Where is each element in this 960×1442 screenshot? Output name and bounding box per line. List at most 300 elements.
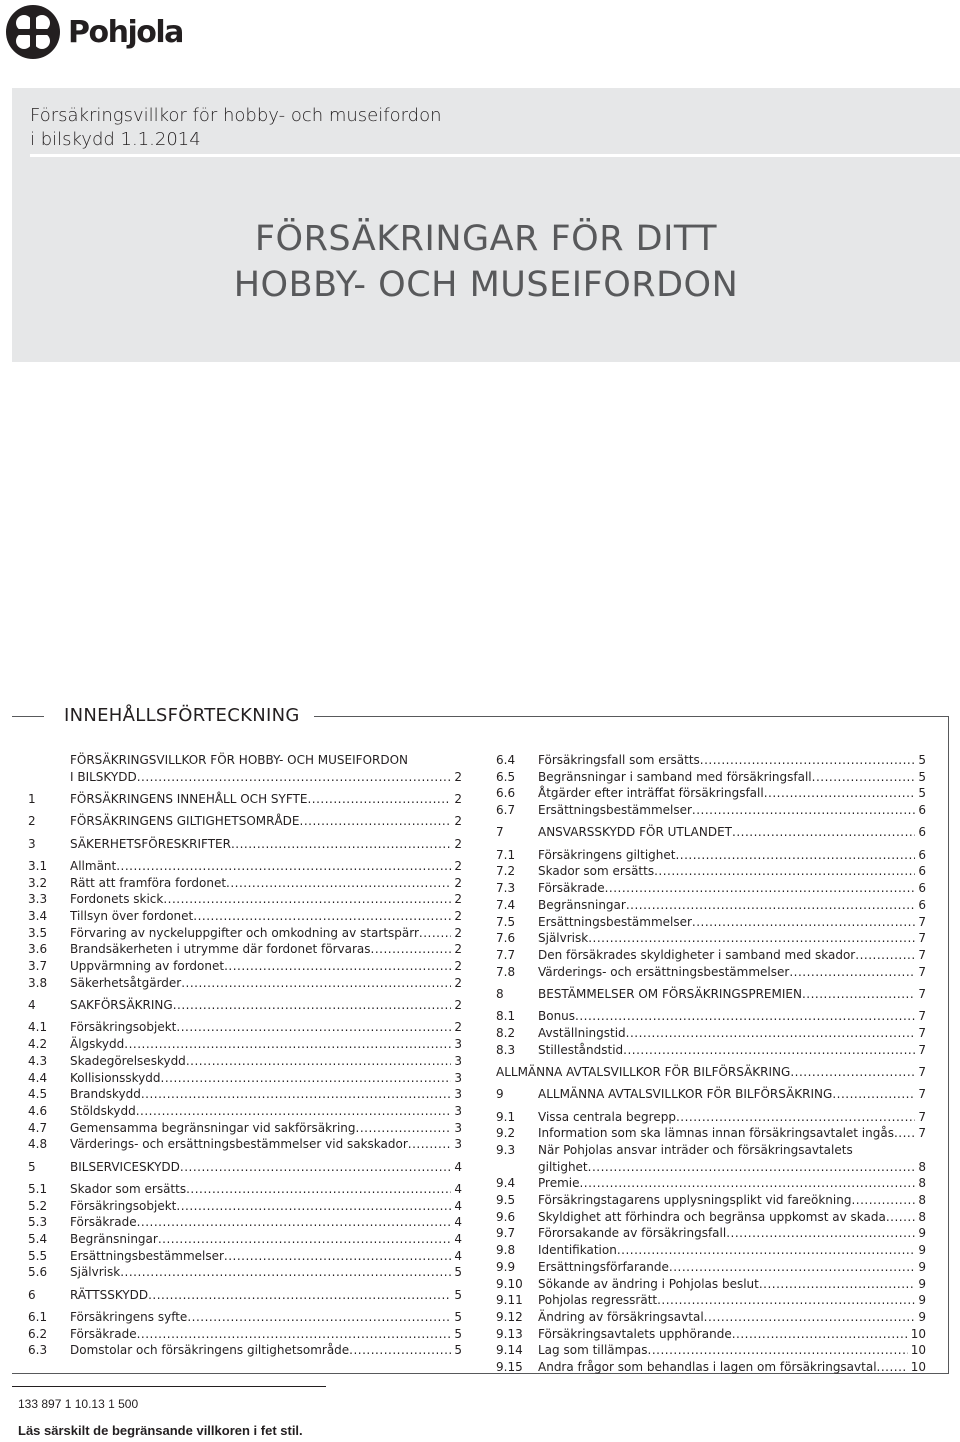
toc-leader-dots bbox=[675, 847, 915, 864]
toc-leader-dots bbox=[307, 791, 451, 808]
toc-entry-text bbox=[70, 1287, 451, 1304]
toc-entry-title: Försäkrade bbox=[70, 1215, 137, 1230]
toc-entry-text bbox=[538, 1025, 915, 1042]
toc-leader-dots bbox=[894, 1125, 915, 1142]
toc-entry-number: 7.2 bbox=[496, 864, 516, 879]
toc-entry-page: 7 bbox=[918, 1009, 926, 1024]
toc-entry-title: Domstolar och försäkringens giltighetsområde bbox=[70, 1343, 350, 1358]
toc-entry-number: 6.5 bbox=[496, 769, 516, 784]
toc-entry bbox=[496, 986, 926, 1003]
toc-entry bbox=[28, 813, 462, 830]
toc-entry-text bbox=[70, 1053, 451, 1070]
toc-entry bbox=[496, 914, 926, 931]
toc-entry-page: 3 bbox=[454, 1070, 462, 1085]
toc-entry-page: 5 bbox=[918, 769, 926, 784]
toc-entry-page: 2 bbox=[454, 925, 462, 940]
toc-leader-dots bbox=[648, 1342, 908, 1359]
toc-leader-dots bbox=[812, 769, 916, 786]
brand-name: Pohjola bbox=[68, 14, 183, 50]
toc-entry-text bbox=[538, 1342, 908, 1359]
toc-entry-number: 4 bbox=[28, 998, 36, 1013]
toc-entry-page: 2 bbox=[454, 814, 462, 829]
toc-entry-number: 5.5 bbox=[28, 1248, 48, 1263]
toc-leader-dots bbox=[371, 941, 452, 958]
toc-entry bbox=[28, 941, 462, 958]
toc-entry-title: Försäkringsobjekt bbox=[70, 1020, 177, 1035]
toc-leader-dots bbox=[764, 785, 916, 802]
toc-entry-title: giltighet bbox=[538, 1159, 588, 1174]
toc-entry-title: Skyldighet att förhindra och begränsa uppkomst av skada bbox=[538, 1209, 886, 1224]
toc-entry-text bbox=[70, 1181, 451, 1198]
toc-entry-number: 3.8 bbox=[28, 975, 48, 990]
toc-entry-page: 7 bbox=[918, 1109, 926, 1124]
toc-entry-page: 3 bbox=[454, 1037, 462, 1052]
toc-entry bbox=[496, 880, 926, 897]
toc-entry-text bbox=[70, 1309, 451, 1326]
toc-entry-page: 4 bbox=[454, 1181, 462, 1196]
toc-entry-text bbox=[538, 880, 915, 897]
toc-entry-number: 9.2 bbox=[496, 1126, 516, 1141]
toc-entry bbox=[28, 1181, 462, 1198]
toc-entry bbox=[28, 1287, 462, 1304]
toc-entry-title: Premie bbox=[538, 1176, 580, 1191]
toc-entry-number: 9.6 bbox=[496, 1209, 516, 1224]
toc-entry-page: 7 bbox=[918, 986, 926, 1001]
toc-entry-title: Pohjolas regressrätt bbox=[538, 1293, 658, 1308]
toc-entry-title: Vissa centrala begrepp bbox=[538, 1109, 676, 1124]
toc-entry-title: Begränsningar bbox=[538, 897, 626, 912]
toc-leader-dots bbox=[181, 975, 451, 992]
toc-leader-dots bbox=[617, 1242, 916, 1259]
toc-entry-title: Information som ska lämnas innan försäkringsavtalet ingås bbox=[538, 1126, 894, 1141]
toc-entry-text bbox=[538, 1192, 915, 1209]
toc-entry-text bbox=[70, 858, 451, 875]
toc-entry-text bbox=[70, 1264, 451, 1281]
toc-entry-title: Rätt att framföra fordonet bbox=[70, 875, 227, 890]
toc-leader-dots bbox=[759, 1276, 916, 1293]
title-line-2: HOBBY- OCH MUSEIFORDON bbox=[233, 265, 739, 305]
toc-entry-text bbox=[70, 1198, 451, 1215]
toc-entry-page: 4 bbox=[454, 1232, 462, 1247]
toc-entry-title: Fordonets skick bbox=[70, 892, 164, 907]
toc-leader-dots bbox=[356, 1120, 452, 1137]
toc-entry bbox=[28, 1019, 462, 1036]
toc-entry-text bbox=[538, 1142, 926, 1159]
document-subtitle bbox=[30, 104, 442, 152]
toc-entry-number: 3.4 bbox=[28, 909, 48, 923]
toc-entry-page: 2 bbox=[454, 892, 462, 907]
toc-entry-text bbox=[538, 769, 915, 786]
toc-leader-dots bbox=[626, 897, 916, 914]
toc-entry-text bbox=[538, 897, 915, 914]
toc-entry-text bbox=[70, 769, 451, 786]
toc-entry-text bbox=[538, 1326, 908, 1343]
toc-leader-dots bbox=[224, 958, 451, 975]
subtitle-line-1: Försäkringsvillkor för hobby- och museifordon bbox=[30, 105, 442, 126]
toc-entry-page: 2 bbox=[454, 875, 462, 890]
toc-entry-number: 9.7 bbox=[496, 1226, 516, 1241]
toc-entry-page: 6 bbox=[918, 825, 926, 840]
toc-entry bbox=[28, 1231, 462, 1248]
toc-entry-number: 7.6 bbox=[496, 931, 516, 946]
toc-entry-number: 7.1 bbox=[496, 847, 516, 862]
toc-entry-number: 5.3 bbox=[28, 1215, 48, 1230]
toc-entry-number: 9.4 bbox=[496, 1176, 516, 1191]
toc-entry-number: 9.5 bbox=[496, 1193, 516, 1208]
toc-entry bbox=[496, 1209, 926, 1226]
toc-entry-text bbox=[538, 914, 915, 931]
toc-entry bbox=[496, 847, 926, 864]
toc-entry bbox=[496, 785, 926, 802]
toc-entry-text bbox=[538, 847, 915, 864]
toc-leader-dots bbox=[231, 836, 451, 853]
toc-entry-page: 2 bbox=[454, 836, 462, 851]
toc-leader-dots bbox=[886, 1209, 916, 1226]
toc-leader-dots bbox=[176, 1198, 451, 1215]
toc-entry-title: ANSVARSSKYDD FÖR UTLANDET bbox=[538, 825, 733, 840]
toc-entry-number: 1 bbox=[28, 792, 36, 806]
toc-entry-text bbox=[70, 1326, 451, 1343]
toc-leader-dots bbox=[158, 1231, 452, 1248]
toc-entry-title: Självrisk bbox=[70, 1265, 121, 1280]
toc-entry-page: 2 bbox=[454, 959, 462, 974]
toc-leader-dots bbox=[349, 1342, 451, 1359]
toc-entry-title: BILSERVICESKYDD bbox=[70, 1159, 180, 1174]
toc-entry-title: Skador som ersätts bbox=[538, 864, 655, 879]
toc-leader-dots bbox=[575, 1008, 915, 1025]
toc-entry-title: Brandskydd bbox=[70, 1087, 141, 1102]
toc-leader-dots bbox=[704, 1309, 916, 1326]
toc-entry bbox=[496, 1242, 926, 1259]
toc-entry-text bbox=[70, 875, 451, 892]
toc-entry-number: 8 bbox=[496, 986, 504, 1001]
toc-entry-title: Försäkrade bbox=[538, 881, 605, 896]
toc-entry-page: 3 bbox=[454, 1120, 462, 1135]
toc-entry-number: 3.2 bbox=[28, 875, 48, 890]
toc-entry-number: 2 bbox=[28, 814, 36, 829]
toc-entry-text bbox=[70, 958, 451, 975]
toc-entry bbox=[28, 1342, 462, 1359]
toc-leader-dots bbox=[163, 891, 451, 908]
toc-entry-page: 5 bbox=[454, 1343, 462, 1358]
toc-entry-number: 7.8 bbox=[496, 964, 516, 979]
toc-entry-title: Försäkringens syfte bbox=[70, 1310, 188, 1325]
toc-entry-title: Försäkringsavtalets upphörande bbox=[538, 1326, 732, 1341]
toc-entry bbox=[496, 769, 926, 786]
toc-entry-text bbox=[70, 891, 451, 908]
toc-entry-number: 4.8 bbox=[28, 1137, 48, 1152]
toc-entry-title: Bonus bbox=[538, 1009, 576, 1024]
toc-entry-text bbox=[70, 836, 451, 853]
toc-leader-dots bbox=[176, 1019, 451, 1036]
toc-entry-page: 3 bbox=[454, 1137, 462, 1152]
toc-entry-page: 8 bbox=[918, 1159, 926, 1174]
toc-entry-title: Stöldskydd bbox=[70, 1103, 136, 1118]
title-line-1: FÖRSÄKRINGAR FÖR DITT bbox=[254, 219, 718, 259]
toc-entry-title: Andra frågor som behandlas i lagen om försäkringsavtal bbox=[538, 1360, 877, 1375]
toc-entry bbox=[496, 1008, 926, 1025]
toc-leader-dots bbox=[588, 930, 915, 947]
toc-entry-title: Sökande av ändring i Pohjolas beslut bbox=[538, 1276, 759, 1291]
toc-entry-title: SAKFÖRSÄKRING bbox=[70, 998, 173, 1013]
toc-entry-number: 3.3 bbox=[28, 892, 48, 907]
toc-entry-page: 7 bbox=[918, 1064, 926, 1079]
toc-entry bbox=[496, 1109, 926, 1126]
toc-entry-text bbox=[538, 986, 915, 1003]
toc-entry-text bbox=[538, 1008, 915, 1025]
toc-entry bbox=[28, 1309, 462, 1326]
toc-leader-dots bbox=[120, 1264, 451, 1281]
toc-leader-dots bbox=[588, 1159, 916, 1176]
toc-entry-page: 9 bbox=[918, 1276, 926, 1291]
toc-leader-dots bbox=[141, 1086, 452, 1103]
toc-entry-text bbox=[538, 1175, 915, 1192]
toc-entry-text bbox=[538, 1259, 915, 1276]
toc-entry-number: 4.4 bbox=[28, 1070, 48, 1085]
toc-entry-number: 4.3 bbox=[28, 1053, 48, 1068]
toc-entry-number: 6.7 bbox=[496, 803, 516, 818]
toc-entry-number: 9.8 bbox=[496, 1243, 516, 1258]
toc-entry-page: 2 bbox=[454, 792, 462, 806]
toc-leader-dots bbox=[186, 1181, 451, 1198]
toc-entry-page: 7 bbox=[918, 964, 926, 979]
toc-entry-page: 2 bbox=[454, 1020, 462, 1035]
toc-entry-page: 5 bbox=[454, 1326, 462, 1341]
toc-entry-title: Värderings- och ersättningsbestämmelser bbox=[538, 964, 790, 979]
toc-leader-dots bbox=[877, 1359, 908, 1376]
toc-entry-number: 9.11 bbox=[496, 1293, 523, 1308]
toc-leader-dots bbox=[657, 1292, 915, 1309]
toc-entry-page: 4 bbox=[454, 1198, 462, 1213]
toc-entry-text bbox=[70, 1036, 451, 1053]
toc-entry-text bbox=[538, 1309, 915, 1326]
toc-entry-page: 7 bbox=[918, 1087, 926, 1102]
toc-leader-dots bbox=[626, 1025, 916, 1042]
toc-entry-page: 7 bbox=[918, 931, 926, 946]
toc-entry bbox=[496, 897, 926, 914]
toc-entry-page: 4 bbox=[454, 1215, 462, 1230]
toc-leader-dots bbox=[187, 1309, 451, 1326]
toc-entry-title: Avställningstid bbox=[538, 1025, 626, 1040]
toc-entry-title: Den försäkrades skyldigheter i samband med skador bbox=[538, 947, 856, 962]
toc-entry-text bbox=[70, 925, 451, 942]
toc-entry-page: 7 bbox=[918, 1042, 926, 1057]
toc-leader-dots bbox=[186, 1053, 452, 1070]
toc-entry-number: 5.2 bbox=[28, 1198, 48, 1213]
toc-entry bbox=[28, 1070, 462, 1087]
toc-entry-title: FÖRSÄKRINGENS GILTIGHETSOMRÅDE bbox=[70, 814, 300, 829]
toc-entry-title: Åtgärder efter inträffat försäkringsfall bbox=[538, 786, 764, 801]
toc-entry bbox=[28, 1103, 462, 1120]
toc-entry-number: 9 bbox=[496, 1087, 504, 1102]
toc-entry-text bbox=[538, 824, 915, 841]
toc-entry-page: 2 bbox=[454, 909, 462, 923]
toc-entry-title: BESTÄMMELSER OM FÖRSÄKRINGSPREMIEN bbox=[538, 986, 802, 1001]
toc-entry bbox=[28, 1036, 462, 1053]
toc-entry bbox=[496, 863, 926, 880]
toc-entry bbox=[28, 958, 462, 975]
toc-entry-text bbox=[538, 964, 915, 981]
toc-entry-title: Försäkringsfall som ersätts bbox=[538, 753, 700, 767]
toc-entry-title: Värderings- och ersättningsbestämmelser vid sakskador bbox=[70, 1137, 408, 1152]
toc-left-column bbox=[28, 752, 462, 1359]
toc-entry-number: 7.5 bbox=[496, 914, 516, 929]
toc-entry-number: 9.14 bbox=[496, 1343, 523, 1358]
toc-entry-number: 7.3 bbox=[496, 881, 516, 896]
toc-entry bbox=[496, 1309, 926, 1326]
cover-banner bbox=[12, 88, 960, 362]
toc-entry-title: Försäkringstagarens upplysningsplikt vid fareökning bbox=[538, 1193, 852, 1208]
toc-entry-text bbox=[538, 1086, 915, 1103]
toc-entry bbox=[496, 1342, 926, 1359]
toc-entry-page: 9 bbox=[918, 1309, 926, 1324]
toc-entry-number: 5.1 bbox=[28, 1181, 48, 1196]
toc-entry bbox=[28, 1120, 462, 1137]
toc-entry-text bbox=[70, 1214, 451, 1231]
toc-entry-page: 6 bbox=[918, 864, 926, 879]
toc-entry-title: RÄTTSSKYDD bbox=[70, 1287, 149, 1302]
toc-entry-title: Identifikation bbox=[538, 1243, 617, 1258]
toc-entry-number: 9.15 bbox=[496, 1360, 523, 1375]
toc-entry-number: 4.2 bbox=[28, 1037, 48, 1052]
toc-entry-text bbox=[538, 1109, 915, 1126]
document-title bbox=[12, 216, 960, 308]
toc-entry-title: Uppvärmning av fordonet bbox=[70, 959, 225, 974]
toc-leader-dots bbox=[802, 986, 915, 1003]
toc-leader-dots bbox=[855, 947, 915, 964]
toc-entry-page: 7 bbox=[918, 914, 926, 929]
toc-entry-page: 2 bbox=[454, 975, 462, 990]
toc-entry-title: Försäkrade bbox=[70, 1326, 137, 1341]
toc-entry-title: Begränsningar bbox=[70, 1232, 158, 1247]
toc-entry-text bbox=[70, 1248, 451, 1265]
toc-entry-number: 3 bbox=[28, 836, 36, 851]
toc-entry bbox=[496, 1159, 926, 1176]
toc-entry-number: 9.13 bbox=[496, 1326, 523, 1341]
toc-entry bbox=[496, 1125, 926, 1142]
toc-entry bbox=[496, 964, 926, 981]
toc-entry-title: Kollisionsskydd bbox=[70, 1070, 161, 1085]
toc-entry-page: 5 bbox=[454, 1287, 462, 1302]
toc-entry-title: ALLMÄNNA AVTALSVILLKOR FÖR BILFÖRSÄKRING bbox=[496, 1064, 791, 1079]
toc-entry-page: 7 bbox=[918, 1126, 926, 1141]
toc-entry-text bbox=[70, 1103, 451, 1120]
toc-entry bbox=[28, 1159, 462, 1176]
toc-entry-number: 6.3 bbox=[28, 1343, 48, 1358]
toc-entry-number bbox=[28, 752, 70, 769]
toc-entry-number: 9.1 bbox=[496, 1109, 516, 1124]
toc-entry-number: 6.2 bbox=[28, 1326, 48, 1341]
toc-entry-title: Ersättningsförfarande bbox=[538, 1259, 669, 1274]
toc-entry-title: Lag som tillämpas bbox=[538, 1343, 648, 1358]
toc-entry bbox=[496, 1142, 926, 1159]
toc-entry-page: 7 bbox=[918, 947, 926, 962]
toc-leader-dots bbox=[851, 1192, 915, 1209]
toc-entry-page: 9 bbox=[918, 1226, 926, 1241]
toc-entry bbox=[28, 875, 462, 892]
toc-entry-text bbox=[538, 1159, 915, 1176]
toc-entry-title: Försäkringens giltighet bbox=[538, 847, 676, 862]
toc-leader-dots bbox=[605, 880, 916, 897]
toc-leader-dots bbox=[726, 1225, 915, 1242]
toc-leader-dots bbox=[654, 863, 915, 880]
toc-leader-dots bbox=[623, 1042, 915, 1059]
toc-entry-number: 6.6 bbox=[496, 786, 516, 801]
toc-entry-number: 7.7 bbox=[496, 947, 516, 962]
toc-entry-text bbox=[70, 1070, 451, 1087]
toc-leader-dots bbox=[137, 1326, 452, 1343]
toc-leader-dots bbox=[173, 997, 452, 1014]
toc-entry-title: Ändring av försäkringsavtal bbox=[538, 1309, 704, 1324]
toc-entry-title: FÖRSÄKRINGENS INNEHÅLL OCH SYFTE bbox=[70, 792, 308, 806]
toc-entry-page: 8 bbox=[918, 1209, 926, 1224]
toc-entry bbox=[496, 1025, 926, 1042]
toc-entry-text bbox=[538, 863, 915, 880]
toc-entry-title: Stilleståndstid bbox=[538, 1042, 624, 1057]
toc-entry-title: Ersättningsbestämmelser bbox=[70, 1248, 224, 1263]
toc-entry-number: 9.10 bbox=[496, 1276, 523, 1291]
toc-entry-number: 7 bbox=[496, 825, 504, 840]
toc-entry-text bbox=[70, 1159, 451, 1176]
toc-entry-text bbox=[538, 930, 915, 947]
toc-entry-title: Ersättningsbestämmelser bbox=[538, 803, 692, 818]
toc-entry-title: Skadegörelseskydd bbox=[70, 1053, 186, 1068]
toc-entry-title: ALLMÄNNA AVTALSVILLKOR FÖR BILFÖRSÄKRING bbox=[538, 1087, 833, 1102]
toc-entry-number: 9.3 bbox=[496, 1142, 516, 1157]
toc-entry bbox=[28, 1198, 462, 1215]
toc-leader-dots bbox=[790, 1064, 915, 1081]
toc-entry-page: 3 bbox=[454, 1087, 462, 1102]
toc-entry-number bbox=[496, 1159, 538, 1176]
toc-entry-number: 4.5 bbox=[28, 1087, 48, 1102]
toc-entry bbox=[28, 1053, 462, 1070]
footer-divider bbox=[12, 1386, 326, 1387]
toc-entry-page: 8 bbox=[918, 1193, 926, 1208]
toc-leader-dots bbox=[124, 1036, 451, 1053]
toc-entry bbox=[496, 1192, 926, 1209]
toc-entry-title: Förorsakande av försäkringsfall bbox=[538, 1226, 727, 1241]
toc-entry-text bbox=[538, 1276, 915, 1293]
toc-entry-title: Säkerhetsåtgärder bbox=[70, 975, 182, 990]
toc-heading: INNEHÅLLSFÖRTECKNING bbox=[60, 705, 304, 726]
toc-entry-title: Allmänt bbox=[70, 858, 117, 873]
toc-entry-title: FÖRSÄKRINGSVILLKOR FÖR HOBBY- OCH MUSEIFORDON bbox=[70, 753, 409, 767]
toc-entry bbox=[28, 836, 462, 853]
toc-entry-number: 9.12 bbox=[496, 1309, 523, 1324]
toc-entry bbox=[28, 769, 462, 786]
toc-entry bbox=[496, 1259, 926, 1276]
toc-leader-dots bbox=[579, 1175, 915, 1192]
toc-entry bbox=[28, 791, 462, 808]
toc-entry bbox=[28, 975, 462, 992]
toc-entry-page: 3 bbox=[454, 1053, 462, 1068]
toc-entry-text bbox=[538, 1292, 915, 1309]
toc-entry bbox=[28, 752, 462, 769]
toc-entry-title: SÄKERHETSFÖRESKRIFTER bbox=[70, 836, 231, 851]
toc-entry-text bbox=[70, 1342, 451, 1359]
toc-leader-dots bbox=[137, 1214, 452, 1231]
toc-entry-text bbox=[70, 791, 451, 808]
toc-entry bbox=[28, 1136, 462, 1153]
toc-leader-dots bbox=[832, 1086, 915, 1103]
toc-entry-text bbox=[70, 752, 462, 769]
toc-entry-page: 9 bbox=[918, 1293, 926, 1308]
pohjola-emblem-icon bbox=[6, 5, 60, 59]
toc-right-column bbox=[496, 752, 926, 1376]
toc-entry bbox=[28, 1214, 462, 1231]
toc-entry-number: 3.6 bbox=[28, 942, 48, 957]
toc-leader-dots bbox=[692, 914, 915, 931]
